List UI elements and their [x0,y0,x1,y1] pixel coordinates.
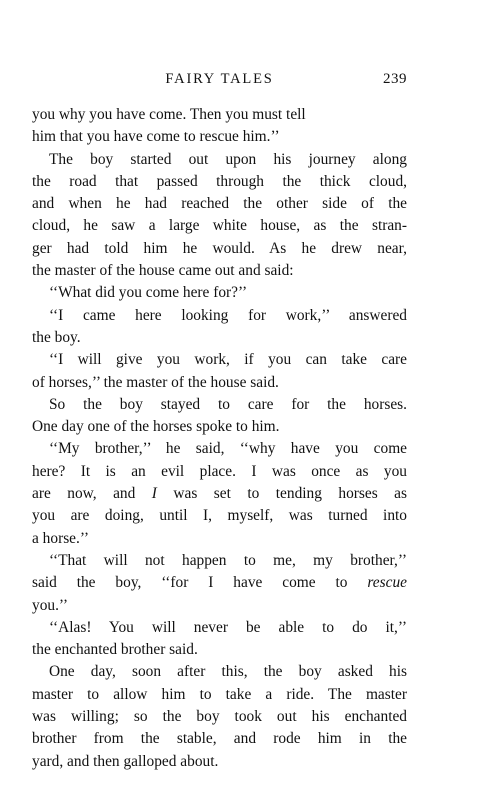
text-line: the enchanted brother said. [32,641,198,659]
text-line: cloud, he saw a large white house, as the stran- [32,217,407,235]
text-line: you why you have come. Then you must tell [32,106,306,123]
text-line: of horses,’’ the master of the house said. [32,373,279,391]
text-line: brother from the stable, and rode him in the [32,730,407,748]
text-line: him that you have come to rescue him.’’ [32,128,280,146]
text-line: was willing; so the boy took out his enchanted [32,708,407,726]
text-line-italic-i: are now, and I was set to tending horses as [32,485,408,503]
text-line: ‘‘What did you come here for?’’ [49,284,248,302]
text-line: the boy. [32,328,81,346]
text-line: you.’’ [32,596,69,614]
text-line: the road that passed through the thick cloud, [32,172,407,190]
text-line: master to allow him to take a ride. The master [32,685,407,703]
running-header [32,69,407,93]
text-line-italic-rescue: said the boy, ‘‘for I have come to rescue [32,574,407,592]
text-line: here? It is an evil place. I was once as you [32,462,407,480]
text-line: One day, soon after this, the boy asked his [49,663,407,681]
text-line: and when he had reached the other side of the [32,195,407,213]
text-line: ‘‘I will give you work, if you can take care [49,351,407,369]
text-line: you are doing, until I, myself, was turned into [32,507,407,525]
text-line: So the boy stayed to care for the horses. [49,395,407,413]
text-line: ger had told him he would. As he drew near, [32,239,407,257]
text-line: ‘‘Alas! You will never be able to do it,’’ [49,618,407,636]
text-line: ‘‘That will not happen to me, my brother,’’ [49,551,407,569]
body-text [32,104,407,773]
page-number: 239 [383,71,407,87]
running-head-title: FAIRY TALES [165,71,274,87]
text-line: ‘‘I came here looking for work,’’ answered [49,306,407,324]
text-line: ‘‘My brother,’’ he said, ‘‘why have you come [49,440,407,458]
text-line: yard, and then galloped about. [32,752,219,770]
text-line: a horse.’’ [32,529,89,547]
text-line: The boy started out upon his journey along [49,150,407,168]
text-line: One day one of the horses spoke to him. [32,418,280,436]
text-line: the master of the house came out and said: [32,262,294,280]
